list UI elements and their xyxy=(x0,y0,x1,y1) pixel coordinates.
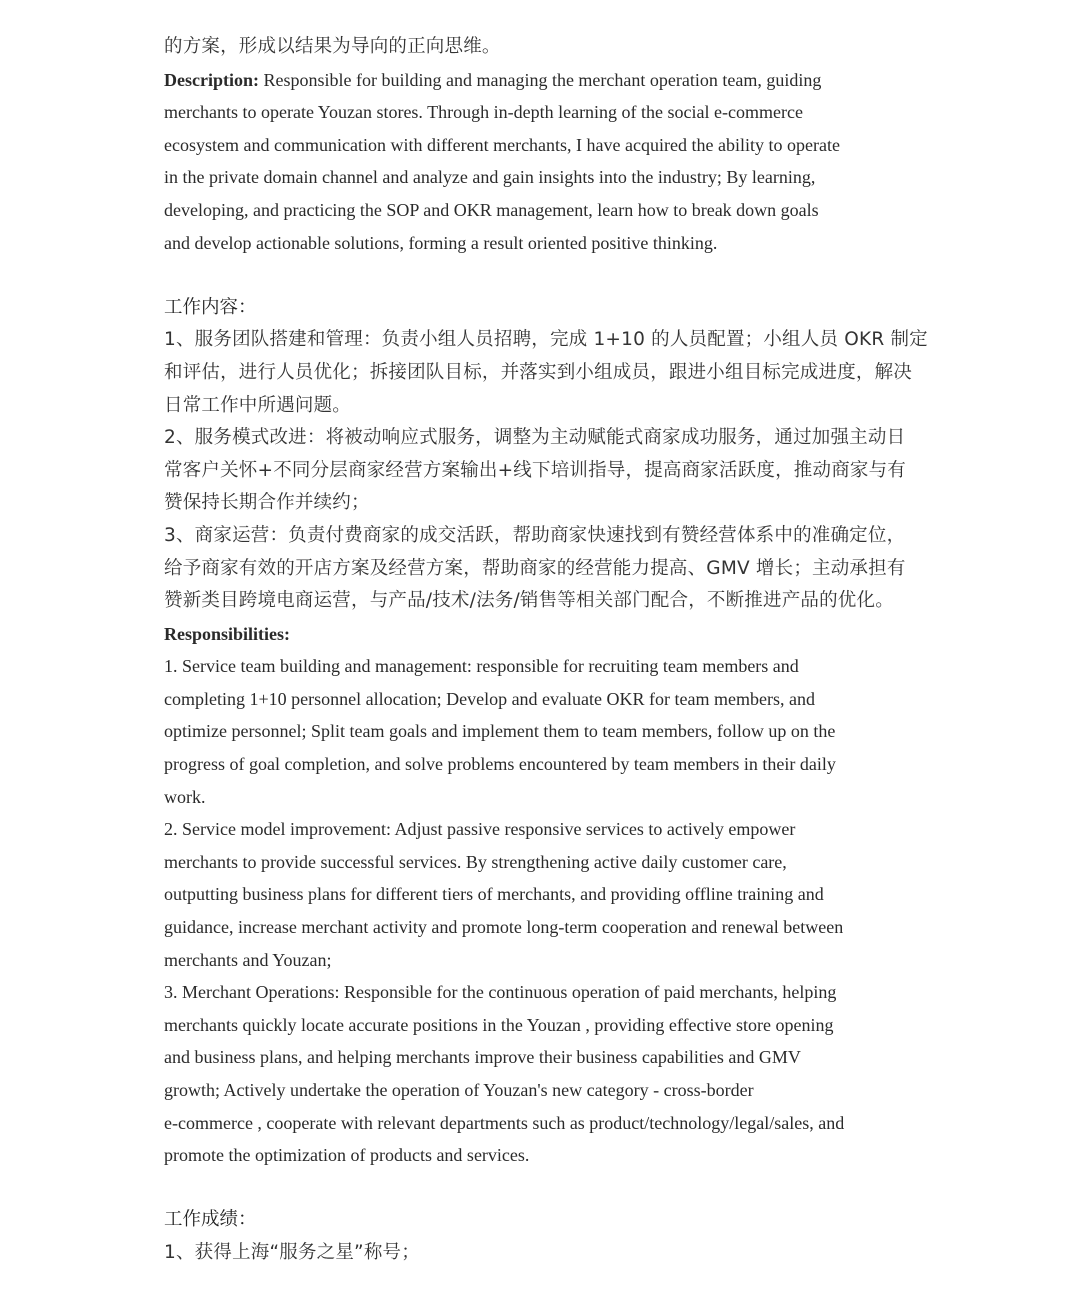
responsibilities-line: progress of goal completion, and solve problems encountered by team members in their daily xyxy=(164,754,836,775)
resume-document xyxy=(164,31,928,1270)
description-line: merchants to operate Youzan stores. Through in-depth learning of the social e-commerce xyxy=(164,102,803,123)
work-content-line: 3、商家运营：负责付费商家的成交活跃，帮助商家快速找到有赞经营体系中的准确定位， xyxy=(164,524,906,546)
responsibilities-line: merchants to provide successful services. By strengthening active daily customer care, xyxy=(164,851,787,872)
responsibilities-line: and business plans, and helping merchants improve their business capabilities and GMV xyxy=(164,1047,801,1068)
work-content-line: 日常工作中所遇问题。 xyxy=(164,394,352,416)
work-content-line: 和评估，进行人员优化；拆接团队目标，并落实到小组成员，跟进小组目标完成进度，解决 xyxy=(164,361,913,383)
section-spacer xyxy=(164,259,924,292)
work-content-line: 赞新类目跨境电商运营，与产品/技术/法务/销售等相关部门配合，不断推进产品的优化。 xyxy=(164,590,894,612)
responsibilities-line: merchants and Youzan; xyxy=(164,949,332,970)
responsibilities-line: completing 1+10 personnel allocation; Develop and evaluate OKR for team members, and xyxy=(164,688,815,709)
responsibilities-line: growth; Actively undertake the operation of Youzan's new category - cross-border xyxy=(164,1080,754,1100)
responsibilities-line: guidance, increase merchant activity and promote long-term cooperation and renewal between xyxy=(164,917,844,938)
intro-tail-text: 的方案，形成以结果为导向的正向思维。 xyxy=(164,36,501,57)
responsibilities-line: work. xyxy=(164,786,206,807)
description-line: and develop actionable solutions, forming a result oriented positive thinking. xyxy=(164,232,718,253)
responsibilities-heading: Responsibilities: xyxy=(164,623,291,644)
responsibilities-line: promote the optimization of products and services. xyxy=(164,1145,530,1166)
work-content-heading: 工作内容： xyxy=(164,296,257,318)
responsibilities-line: 3. Merchant Operations: Responsible for the continuous operation of paid merchants, helping xyxy=(164,982,837,1003)
work-content-line: 2、服务模式改进：将被动响应式服务，调整为主动赋能式商家成功服务，通过加强主动日 xyxy=(164,427,906,449)
work-content-line: 常客户关怀+不同分层商家经营方案输出+线下培训指导，提高商家活跃度，推动商家与有 xyxy=(164,459,907,481)
description-line xyxy=(164,64,924,97)
responsibilities-line: e-commerce , cooperate with relevant departments such as product/technology/legal/sales, and xyxy=(164,1112,845,1133)
description-line-text: Responsible for building and managing the merchant operation team, guiding xyxy=(258,69,822,90)
work-content-line: 1、服务团队搭建和管理：负责小组人员招聘，完成 1+10 的人员配置；小组人员 OKR 制定 xyxy=(164,329,928,351)
achievements-heading: 工作成绩： xyxy=(164,1209,257,1231)
description-line: ecosystem and communication with different merchants, I have acquired the ability to operate xyxy=(164,134,840,155)
work-content-line: 赞保持长期合作并续约； xyxy=(164,492,370,514)
responsibilities-line: optimize personnel; Split team goals and implement them to team members, follow up on the xyxy=(164,721,836,742)
responsibilities-line: merchants quickly locate accurate positions in the Youzan , providing effective store opening xyxy=(164,1014,834,1035)
description-line: developing, and practicing the SOP and OKR management, learn how to break down goals xyxy=(164,199,819,220)
responsibilities-line: 1. Service team building and management: responsible for recruiting team members and xyxy=(164,656,799,677)
work-content-line: 给予商家有效的开店方案及经营方案，帮助商家的经营能力提高、GMV 增长；主动承担有 xyxy=(164,557,906,579)
responsibilities-line: outputting business plans for different tiers of merchants, and providing offline training and xyxy=(164,884,824,905)
responsibilities-line: 2. Service model improvement: Adjust passive responsive services to actively empower xyxy=(164,819,796,840)
description-line: in the private domain channel and analyze and gain insights into the industry; By learning, xyxy=(164,167,816,188)
description-label: Description: xyxy=(164,69,259,90)
achievements-line: 1、获得上海“服务之星”称号； xyxy=(164,1241,420,1263)
section-spacer xyxy=(164,1172,924,1205)
